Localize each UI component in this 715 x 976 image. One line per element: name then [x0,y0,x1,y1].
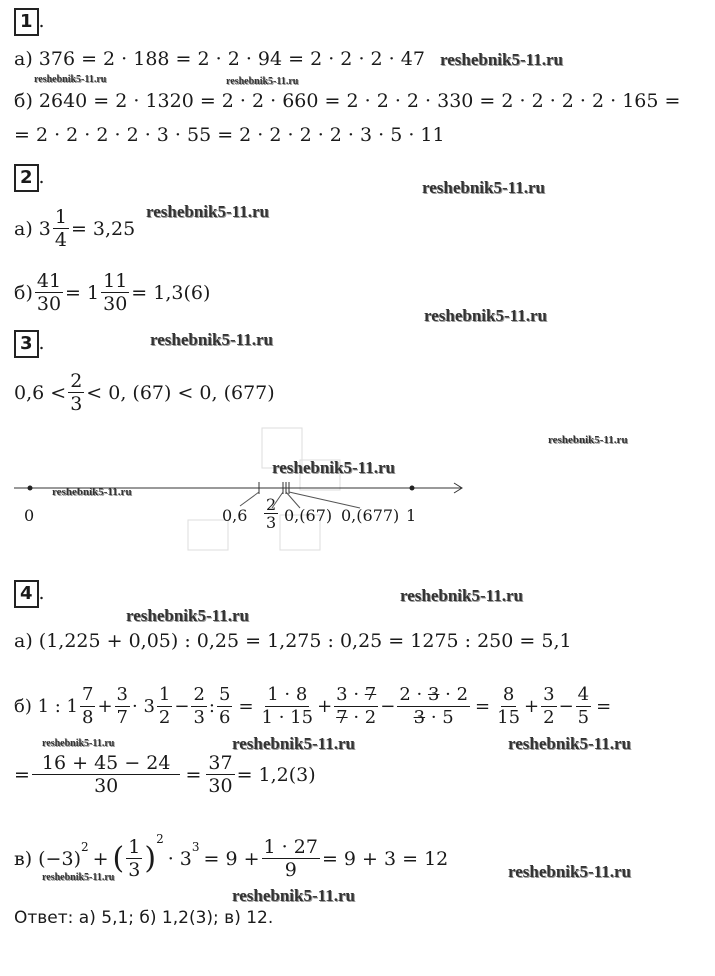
denominator: 15 [497,707,521,728]
label: б) 1 : 1 [14,696,78,717]
watermark: reshebnik5-11.ru [232,734,355,753]
task-2-number: 2 . [14,164,45,192]
numerator [397,684,470,707]
watermark: reshebnik5-11.ru [226,76,299,87]
numerator: 1 · 8 [267,684,308,705]
exponent: 2 [80,840,89,854]
operator: + [97,696,113,717]
denominator: 30 [94,775,119,797]
numerator: 1 [128,836,141,858]
cancelled-factor: 3 [427,684,440,705]
watermark: reshebnik5-11.ru [424,306,547,325]
operator: = [14,763,30,786]
fraction [541,684,556,729]
watermark: reshebnik5-11.ru [440,50,563,69]
task-3-number: 3 . [14,330,45,358]
label-zero: 0 [24,506,35,525]
label-0-677: 0,(677) [341,506,400,525]
denominator: 2 [543,707,555,728]
denominator: 1 · 15 [261,707,314,728]
watermark: reshebnik5-11.ru [232,886,355,905]
label-one: 1 [406,506,417,525]
point-one [410,486,415,491]
operator: + [92,847,109,870]
numerator: 2 [193,684,205,705]
numerator: 8 [502,684,515,705]
exponent: 3 [191,840,200,854]
denominator: 9 [284,859,297,881]
inequality-left: 0,6 < [14,381,67,404]
numerator: 5 [218,684,231,705]
fraction [576,684,591,729]
operator: · 3 [132,696,155,717]
task-1-number: 1 . [14,8,45,36]
task-4b-line2 [14,752,316,797]
fraction [206,752,234,797]
factor: · 2 [439,684,469,705]
watermark: reshebnik5-11.ru [52,486,132,498]
fraction [264,496,278,531]
point-zero [28,486,33,491]
paren-close: ) [144,841,157,876]
denominator [412,707,456,729]
factor: 2 · [399,684,428,705]
operator: − [558,696,574,717]
denominator: 7 [116,707,128,728]
task-4b-line1 [14,684,611,729]
watermark: reshebnik5-11.ru [150,330,273,349]
fraction [334,684,378,729]
fraction [217,684,232,729]
numerator: 4 [577,684,590,705]
fraction [260,684,316,729]
fraction [35,270,63,315]
watermark: reshebnik5-11.ru [126,606,249,625]
factor: · 5 [425,707,454,728]
numerator: 3 [116,684,128,705]
cancelled-factor: 7 [364,684,377,705]
task-number-box: 3 [14,330,39,358]
operator: = 9 + [203,847,260,870]
leader-0-6 [240,492,259,506]
task-4-number: 4 . [14,580,45,608]
task-number-box: 1 [14,8,39,36]
task-1b-line2: = 2 · 2 · 2 · 2 · 3 · 55 = 2 · 2 · 2 · 2 · 3 · 5 · 11 [14,124,445,146]
result: = 9 + 3 = 12 [321,847,449,870]
watermark: reshebnik5-11.ru [146,202,269,221]
operator: − [174,696,190,717]
fraction [80,684,95,729]
factor: · 2 [347,707,377,728]
base: в) (−3) [14,847,81,870]
cancelled-factor: 3 [413,707,426,728]
task-1a-line: а) 376 = 2 · 188 = 2 · 2 · 94 = 2 · 2 · 2 · 47 [14,48,425,70]
label-0-67: 0,(67) [284,506,333,525]
watermark: reshebnik5-11.ru [42,872,115,883]
task-number-box: 2 [14,164,39,192]
numerator: 1 [54,206,67,228]
fraction [495,684,522,729]
operator: : [208,696,215,717]
fraction [191,684,206,729]
task-number-box: 4 [14,580,39,608]
mixed-whole: = 1 [65,281,100,304]
fraction [157,684,172,729]
denominator: 2 [158,707,171,728]
denominator: 30 [208,775,233,797]
operator: = [475,696,491,717]
numerator: 2 [70,370,83,392]
watermark: reshebnik5-11.ru [272,458,395,477]
inequality-right: < 0, (67) < 0, (677) [86,381,275,404]
numerator [334,684,378,707]
operator: + [317,696,333,717]
fraction [68,370,84,415]
faint-grid-background [188,428,340,550]
watermark: reshebnik5-11.ru [508,862,631,881]
label-2-3 [262,496,280,531]
watermark: reshebnik5-11.ru [422,178,545,197]
numerator: 7 [82,684,94,705]
task-2b-line [14,270,210,315]
numerator: 2 [266,495,277,514]
denominator: 30 [36,293,62,315]
numerator: 1 · 27 [263,836,318,858]
result: = 1,3(6) [131,281,211,304]
operator: = [238,696,254,717]
task-3-inequality [14,370,275,415]
answer-line: Ответ: а) 5,1; б) 1,2(3); в) 12. [14,908,274,928]
label: б) [14,281,33,304]
denominator: 4 [54,229,67,251]
fraction [32,752,181,797]
denominator: 3 [193,707,205,728]
operator: − [380,696,396,717]
result: = 1,2(3) [236,763,316,786]
denominator: 8 [82,707,94,728]
watermark: reshebnik5-11.ru [508,734,631,753]
label-0-6: 0,6 [222,506,248,525]
denominator: 30 [103,293,128,315]
numerator: 37 [208,752,233,774]
operator: · 3 [167,847,192,870]
numerator: 41 [36,270,62,292]
result: = 3,25 [70,217,136,240]
factor: 3 · [336,684,365,705]
watermark: reshebnik5-11.ru [400,586,523,605]
operator: = [185,763,202,786]
task-2a-line [14,206,135,251]
watermark: reshebnik5-11.ru [34,74,107,85]
task-4a-line: а) (1,225 + 0,05) : 0,25 = 1,275 : 0,25 = 1275 : 250 = 5,1 [14,630,572,652]
fraction [101,270,129,315]
denominator: 3 [266,513,277,532]
denominator [334,707,378,729]
fraction [115,684,130,729]
operator: = [596,696,612,717]
numerator: 1 [158,684,171,705]
exponent: 2 [156,832,164,846]
task-1b-line1: б) 2640 = 2 · 1320 = 2 · 2 · 660 = 2 · 2 · 2 · 330 = 2 · 2 · 2 · 2 · 165 = [14,90,681,112]
fraction [262,836,320,881]
mixed-whole: а) 3 [14,217,51,240]
numerator: 3 [543,684,555,705]
denominator: 3 [70,393,83,415]
watermark: reshebnik5-11.ru [42,738,115,749]
fraction [53,206,69,251]
watermark: reshebnik5-11.ru [548,434,628,446]
numerator: 11 [103,270,128,292]
denominator: 3 [128,859,141,881]
fraction [126,836,142,881]
denominator: 5 [577,707,590,728]
denominator: 6 [218,707,231,728]
fraction [397,684,470,729]
operator: + [524,696,540,717]
numerator: 16 + 45 − 24 [32,752,181,775]
paren-open: ( [112,841,125,876]
cancelled-factor: 7 [336,707,348,728]
